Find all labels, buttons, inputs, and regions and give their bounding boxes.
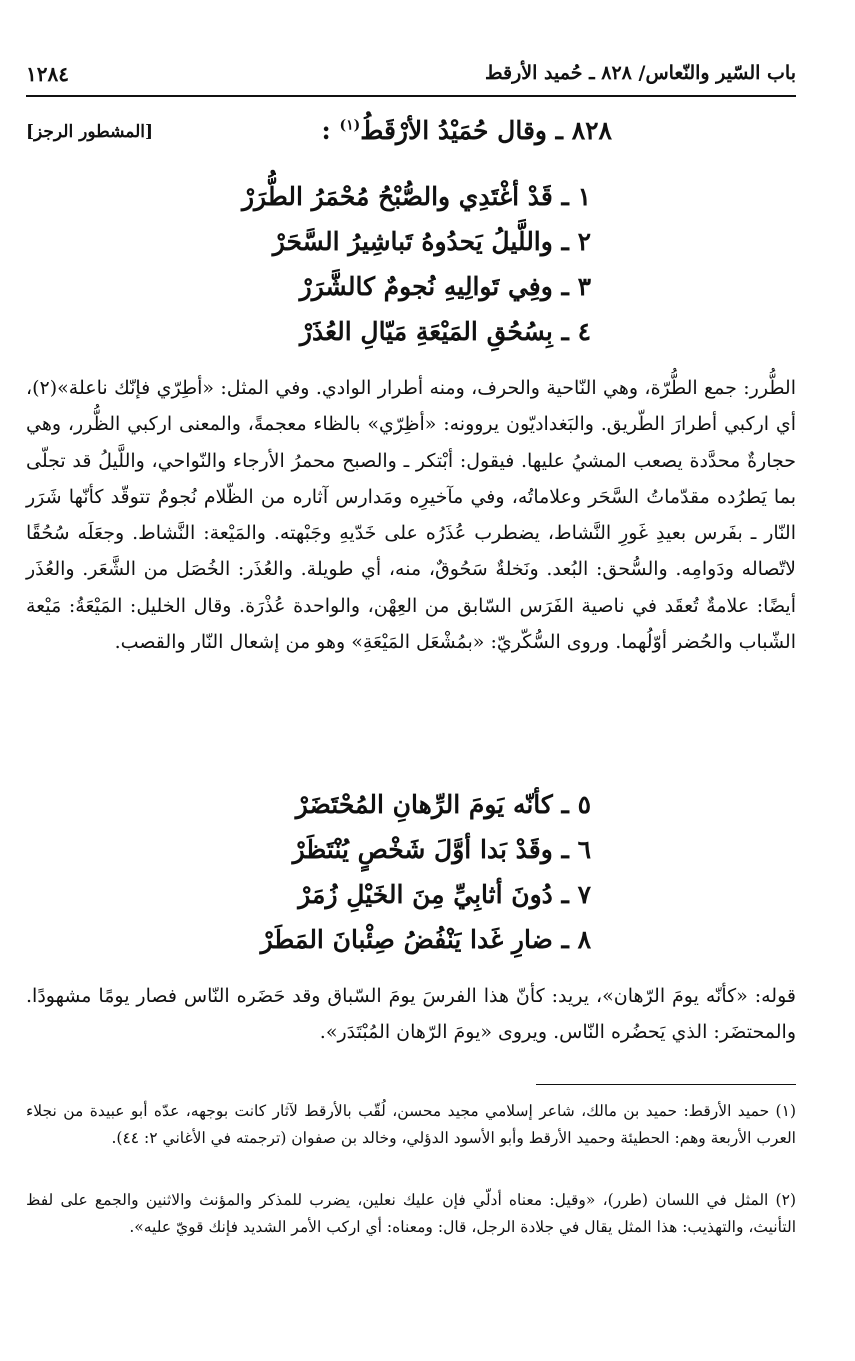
page-header [26,52,796,98]
page-number: ١٢٨٤ [26,62,69,86]
verse-line: ١ ـ قَدْ أغْتَدِي والصُّبْحُ مُحْمَرُ الطُّرَرْ [241,182,591,211]
commentary-paragraph [26,978,796,1051]
verse-line: ٢ ـ واللَّيلُ يَحدُوهُ تَباشِيرُ السَّحَرْ [272,227,591,256]
footnote-separator [536,1084,796,1085]
verse-line: ٤ ـ بِسُحُقِ المَيْعَةِ مَيّالِ العُذَرْ [299,317,591,346]
verse-line: ٨ ـ ضارِ غَدا يَنْفُضُ صِئْبانَ المَطَرْ [260,925,591,954]
verse-line: ٧ ـ دُونَ أثابِيِّ مِنَ الخَيْلِ زُمَرْ [298,880,591,909]
verse-line: ٦ ـ وقَدْ بَدا أوَّلَ شَخْصٍ يُنْتَظَرْ [292,835,591,864]
verse-line: ٥ ـ كأنّه يَومَ الرِّهانِ المُحْتَضَرْ [295,790,591,819]
poem-meter: [المشطور الرجز] [26,122,154,142]
poem-heading [26,114,796,154]
poem-title [321,116,612,145]
poem-title-colon: : [321,116,331,145]
footnote-number: (١) [775,1102,796,1120]
commentary-text: قوله: «كأنّه يومَ الرّهان»، يريد: كأنّ هذا الفرسَ يومَ السّباق وقد حَضَره النّاس فصار يومًا مشهودًا. والمحتضَر: الذي يَحضُره النّاس. ويروى «يومَ الرّهان المُبْتَدَر». [26,985,796,1044]
footnote [26,1098,796,1152]
poem-footnote-mark: (١) [339,117,361,134]
footnote-number: (٢) [775,1191,796,1209]
running-title: باب السّير والنّعاس/ ٨٢٨ ـ حُميد الأرقط [485,62,796,84]
footnote [26,1187,796,1241]
poem-title-text: ٨٢٨ ـ وقال حُمَيْدُ الأرْقَطُ [360,116,612,145]
header-rule [26,95,796,97]
commentary-paragraph [26,370,796,660]
footnote-text: حميد الأرقط: حميد بن مالك، شاعر إسلامي مجيد محسن، لُقّب بالأرقط لآثار كانت بوجهه، عدّه أبو عبيدة من نجلاء العرب الأربعة وهم: الحطيئة وحميد الأرقط وأبو الأسود الدؤلي، وخالد بن صفوان (ترجمته في الأغاني ٢: ٤٤). [26,1102,796,1147]
book-page [26,52,796,1342]
commentary-text: الطُّرر: جمع الطُّرّة، وهي النّاحية والحرف، ومنه أطرار الوادي. وفي المثل: «أطِرّي فإنّك ناعلة»(٢)، أي اركبي أطرارَ الطّريق. والبَغداديّون يروونه: «أظِرّي» بالظاء معجمةً، والمعنى اركبي الظُّرر، وهي حجارةٌ محدَّدة يصعب المشيُ عليها. فيقول: أبْتكر ـ والصبح محمرُ الأرجاء والنّواحي، واللَّيلُ قد تجلّى بما يَطرُده مقدّماتُ السَّحَر وعلاماتُه، وفي مآخيرِه ومَدارس آثاره من الظّلام نُجومٌ تتوقّد كأنّها شَرَر النّار ـ بفَرس بعيدِ غَورِ النَّشاط، يضطرب عُذَرُه على خَدّيهِ وجَبْهته. والمَيْعة: النَّشاط. وجعَلَه سُحُقًا لاتّصاله ودَوامِه. والسُّحق: البُعد. ونَخلةٌ سَحُوقٌ، منه، أي طويلة. والعُذَر: الخُصَل من الشَّعَر. والعُذَر أيضًا: علامةٌ تُعقَد في ناصية الفَرَس السّابق من العِهْن، والواحدة عُذْرَة. وقال الخليل: المَيْعَةُ: مَيْعة الشّباب والحُضر أوّلُهما. وروى السُّكّريّ: «بمُشْعَل المَيْعَةِ» وهو من إشعال النّار والقصب. [26,377,796,654]
footnote-text: المثل في اللسان (طرر)، «وقيل: معناه أدلّي فإن عليك نعلين، يضرب للمذكر والمؤنث والاثنين والجمع على لفظ التأنيث، والتهذيب: هذا المثل يقال في جلادة الرجل، قال: ومعناه: أي اركب الأمر الشديد فإنك قويّ عليه». [26,1191,796,1236]
verse-line: ٣ ـ وفِي تَوالِيهِ نُجومٌ كالشَّرَرْ [299,272,591,301]
